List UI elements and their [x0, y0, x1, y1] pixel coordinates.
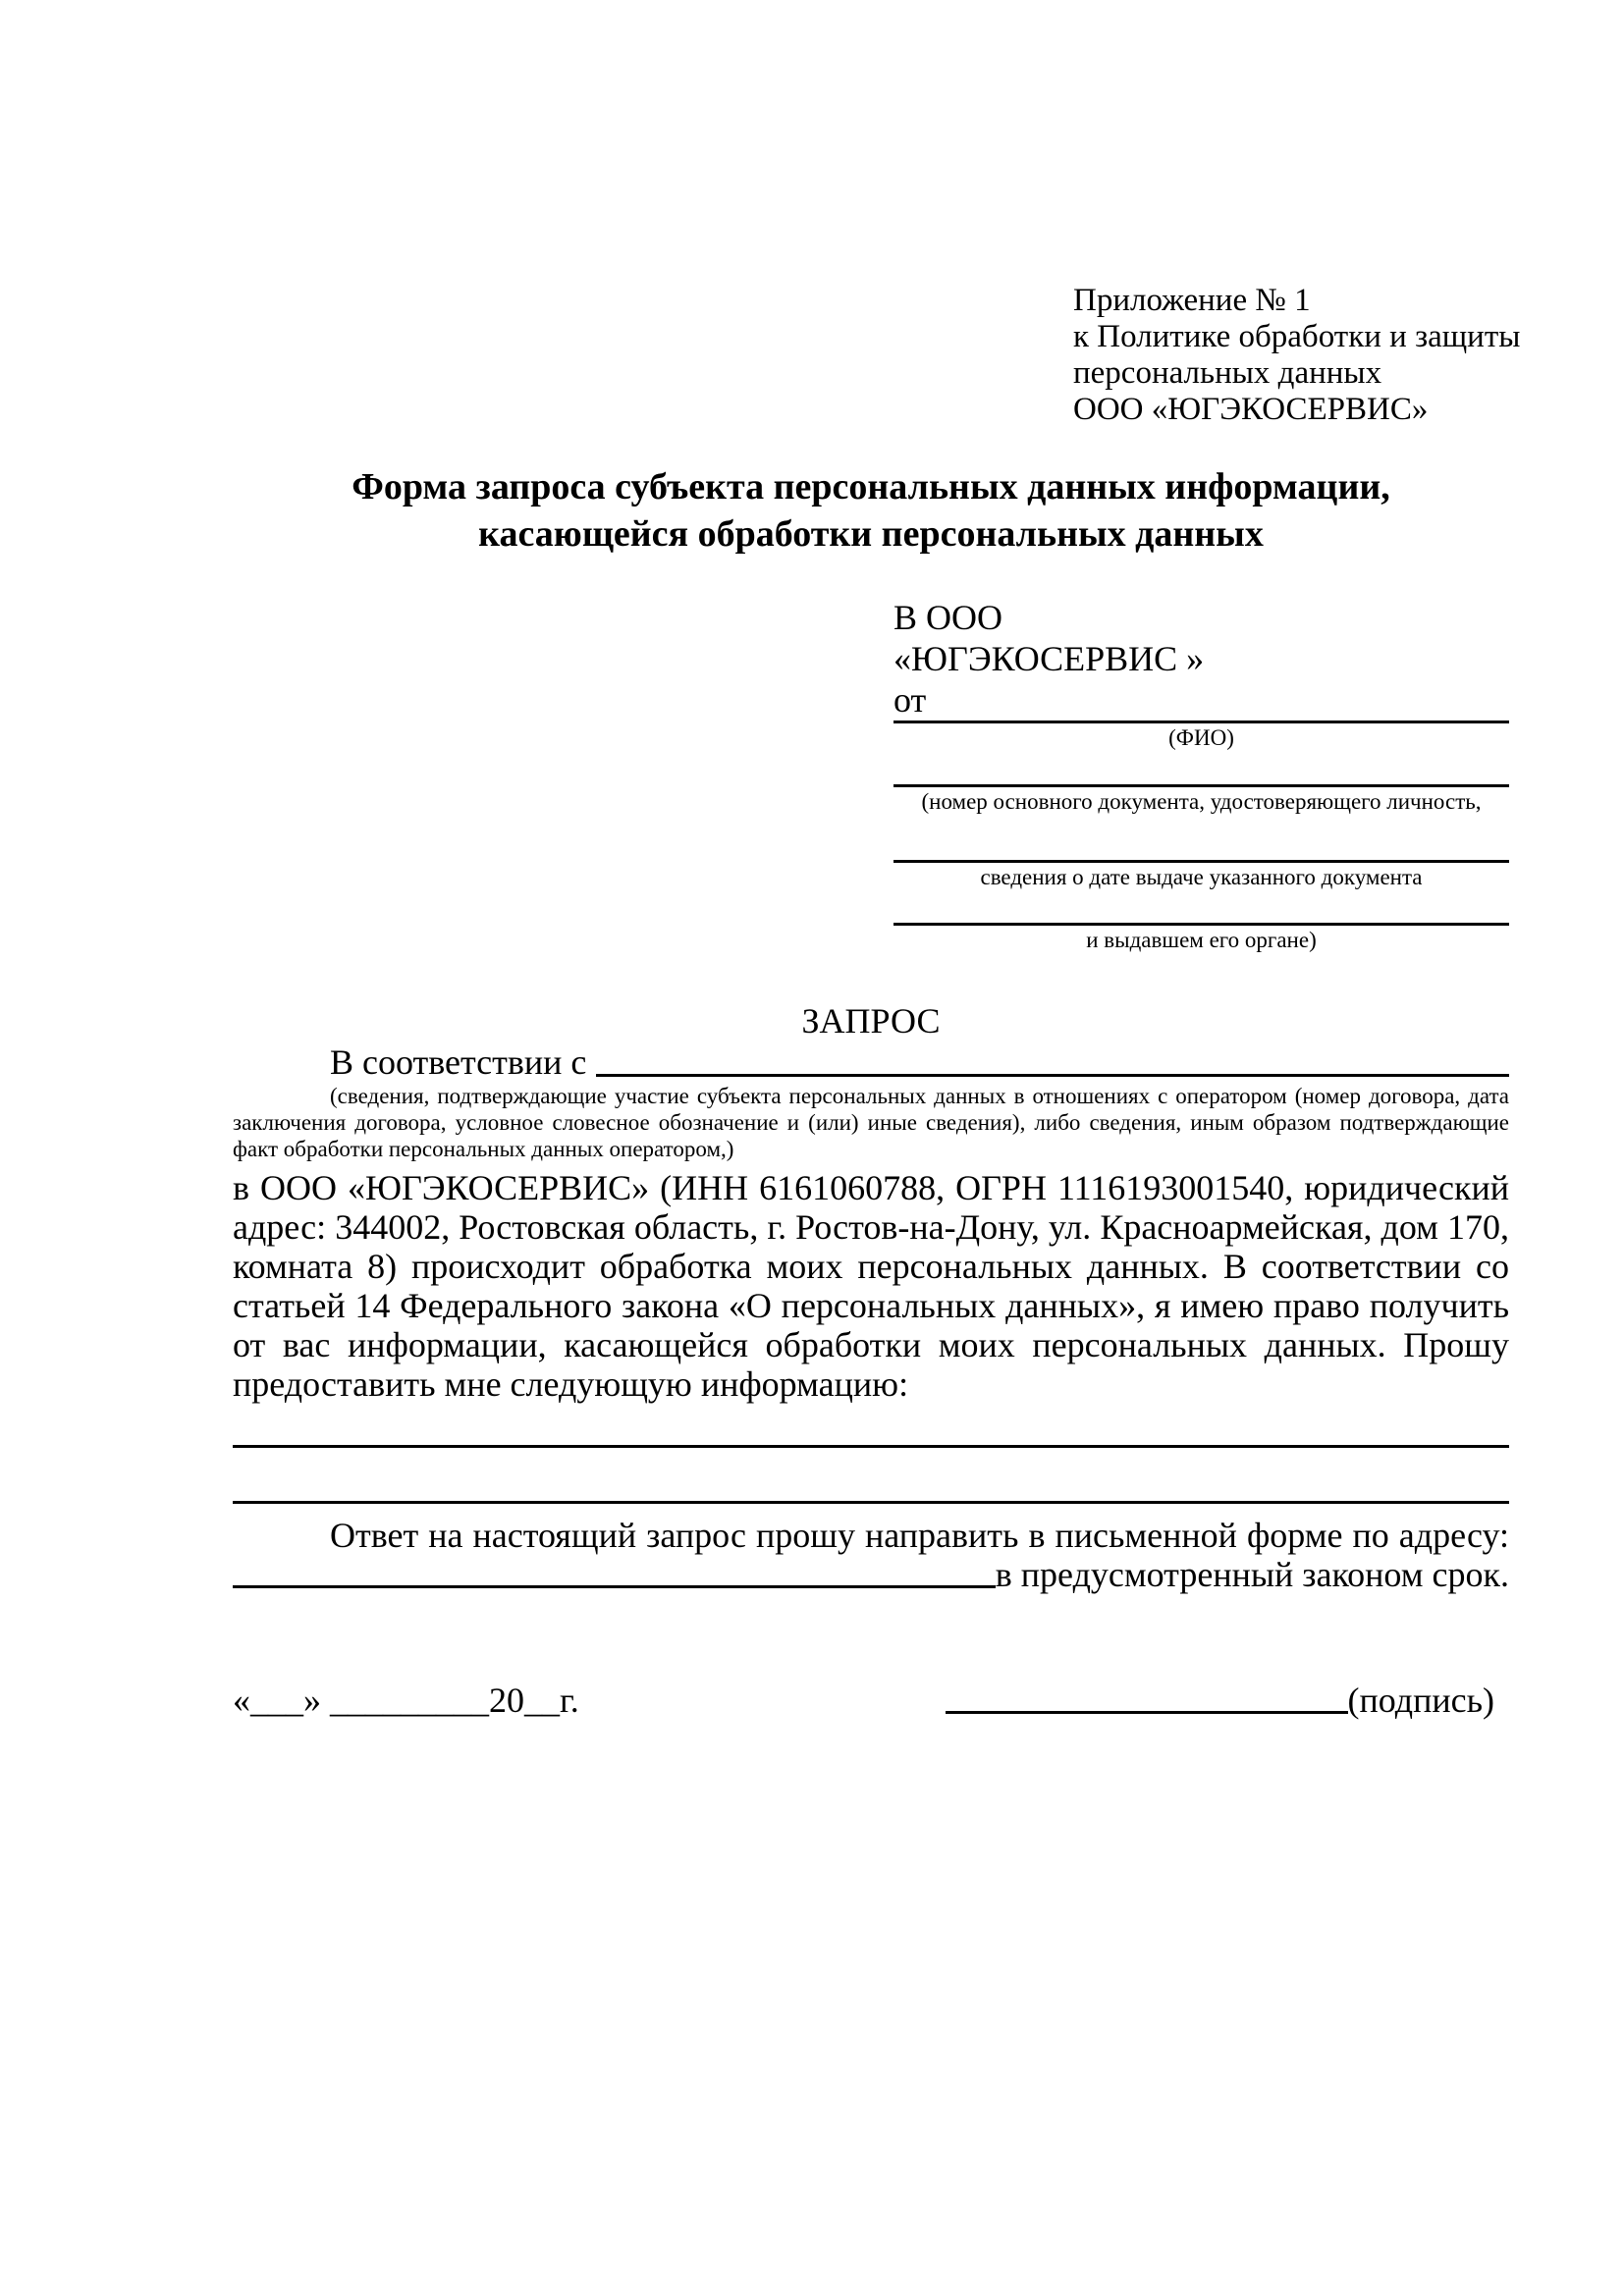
document-number-field-label: (номер основного документа, удостоверяющего личность, — [921, 789, 1482, 814]
request-heading: ЗАПРОС — [801, 1001, 941, 1041]
appendix-header-line: ООО «ЮГЭКОСЕРВИС» — [1073, 392, 1429, 427]
addressee-block — [893, 597, 1509, 955]
document-title — [233, 463, 1509, 558]
appendix-header — [1073, 283, 1521, 428]
request-body-paragraph: в ООО «ЮГЭКОСЕРВИС» (ИНН 6161060788, ОГРН 1116193001540, юридический адрес: 344002, Ростовская область, г. Ростов-на-Дону, ул. Красноармейская, дом 170, комната 8) происходит обработка моих персональных данных. В соответствии со статьей 14 Федерального закона «О персональных данных», я имею право получить от вас информации, касающейся обработки моих персональных данных. Прошу предоставить мне следующую информацию: — [233, 1168, 1509, 1404]
issue-date-field-label: сведения о дате выдаче указанного документа — [980, 865, 1423, 889]
date-field[interactable]: «___» _________20__г. — [233, 1681, 579, 1720]
basis-explanation-note: (сведения, подтверждающие участие субъекта персональных данных в отношениях с оператором (номер договора, дата заключения договора, условное словесное обозначение и (или) иные сведения), либо сведения, иным образом подтверждающие факт обработки персональных данных оператором,) — [233, 1084, 1509, 1161]
basis-field-line[interactable] — [596, 1073, 1509, 1077]
document-title-line-2: касающейся обработки персональных данных — [478, 513, 1264, 555]
document-number-field — [893, 784, 1509, 817]
basis-row — [233, 1041, 1509, 1083]
signature-field-line[interactable] — [946, 1710, 1348, 1714]
reply-address-field-line[interactable] — [233, 1584, 996, 1588]
signature-block — [946, 1681, 1494, 1720]
reply-address-paragraph: Ответ на настоящий запрос прошу направить в письменной форме по адресу: — [330, 1516, 1509, 1555]
appendix-header-line: персональных данных — [1073, 355, 1382, 391]
reply-address-row — [233, 1555, 1509, 1594]
appendix-header-line: к Политике обработки и защиты — [1073, 319, 1521, 354]
signature-label: (подпись) — [1347, 1681, 1494, 1720]
basis-prefix: В соответствии с — [330, 1042, 587, 1082]
addressee-from-label: от — [893, 680, 927, 720]
addressee-org-name: «ЮГЭКОСЕРВИС » — [893, 639, 1205, 678]
addressee-org-prefix: В ООО — [893, 598, 1003, 637]
document-title-line-1: Форма запроса субъекта персональных данных информации, — [352, 466, 1390, 507]
fio-field-label: (ФИО) — [1168, 725, 1234, 750]
information-field-line-2[interactable] — [233, 1501, 1509, 1504]
fio-field — [893, 721, 1509, 753]
information-field-line-1[interactable] — [233, 1445, 1509, 1448]
issuing-authority-field — [893, 923, 1509, 955]
issue-date-field — [893, 860, 1509, 892]
signature-row — [233, 1681, 1509, 1720]
issuing-authority-field-label: и выдавшем его органе) — [1086, 928, 1317, 952]
reply-deadline-text: в предусмотренный законом срок. — [995, 1555, 1509, 1594]
appendix-header-line: Приложение № 1 — [1073, 283, 1311, 318]
